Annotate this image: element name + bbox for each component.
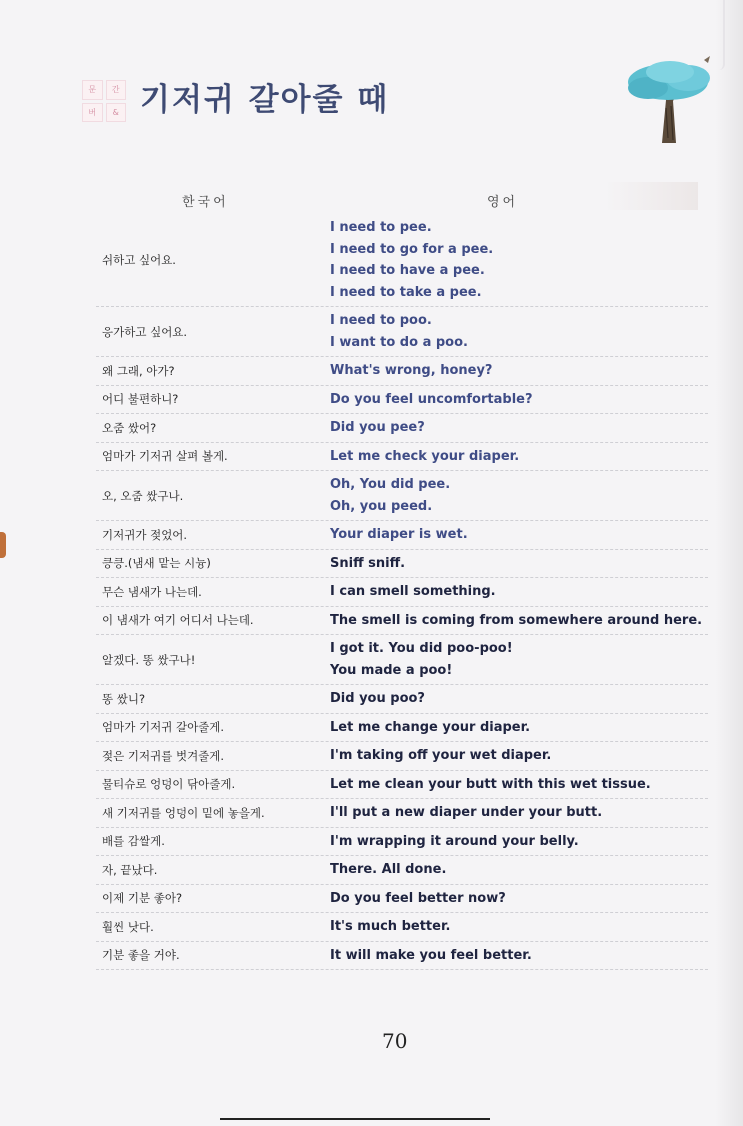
korean-phrase: 자, 끝났다. [102, 862, 158, 877]
english-phrase-line: There. All done. [330, 862, 447, 877]
korean-phrase: 무슨 냄새가 나는데. [102, 584, 202, 599]
chapter-icon-glyph: 버 [82, 103, 103, 123]
english-phrase-line: I can smell something. [330, 584, 496, 599]
english-phrase [330, 856, 708, 884]
table-row [96, 607, 708, 636]
korean-phrase: 쉬하고 싶어요. [102, 253, 176, 267]
english-phrase [330, 942, 708, 970]
korean-phrase: 어디 불편하니? [102, 392, 179, 407]
table-row [96, 414, 708, 443]
english-phrase-line: Let me change your diaper. [330, 719, 531, 735]
table-row [96, 828, 708, 857]
korean-phrase: 젖은 기저귀를 벗겨줄게. [102, 748, 225, 763]
english-phrase [330, 521, 708, 549]
korean-phrase: 새 기저귀를 엉덩이 밑에 놓을게. [102, 805, 265, 820]
english-phrase [330, 550, 708, 578]
korean-phrase: 알겠다. 똥 쌌구나! [102, 652, 196, 667]
english-phrase [330, 828, 708, 856]
english-phrase-line: Let me check your diaper. [330, 448, 520, 464]
english-phrase-line: Do you feel uncomfortable? [330, 391, 533, 407]
table-row [96, 742, 708, 771]
english-phrase-line: You made a poo! [330, 662, 453, 678]
english-phrase-line: It's much better. [330, 919, 451, 934]
korean-phrase: 왜 그래, 아가? [102, 363, 175, 378]
english-phrase-line: Do you feel better now? [330, 890, 506, 906]
english-phrase [330, 607, 708, 635]
tree-illustration [618, 48, 718, 148]
english-phrase-line: Did you poo? [330, 691, 425, 706]
column-header-korean: 한국어 [182, 195, 229, 210]
table-row [96, 386, 708, 415]
english-phrase [330, 885, 708, 913]
korean-phrase: 이 냄새가 여기 어디서 나는데. [102, 613, 254, 628]
korean-phrase: 똥 쌌니? [102, 691, 146, 706]
english-phrase-line: It will make you feel better. [330, 947, 532, 963]
english-phrase-line: What's wrong, honey? [330, 363, 493, 378]
english-phrase [330, 471, 708, 520]
english-phrase-line: I need to poo. [330, 313, 432, 328]
english-phrase [330, 357, 708, 385]
english-phrase [330, 443, 708, 471]
korean-phrase: 엄마가 기저귀 살펴 볼게. [102, 449, 228, 464]
korean-phrase: 기저귀가 젖었어. [102, 527, 188, 542]
english-phrase [330, 578, 708, 606]
page-number: 70 [382, 1029, 408, 1053]
chapter-icon-glyph: & [106, 103, 127, 123]
header-highlight-band [604, 182, 698, 210]
table-row [96, 913, 708, 942]
english-phrase-line: I'll put a new diaper under your butt. [330, 805, 603, 820]
korean-phrase: 물티슈로 엉덩이 닦아줄게. [102, 777, 236, 792]
english-phrase [330, 635, 708, 684]
chapter-icon-glyph: 간 [106, 80, 127, 100]
chapter-icon [82, 80, 126, 122]
korean-phrase: 이제 기분 좋아? [102, 891, 183, 906]
korean-phrase: 오, 오줌 쌌구나. [102, 488, 184, 503]
table-row [96, 443, 708, 472]
table-row [96, 214, 708, 307]
english-phrase [330, 799, 708, 827]
english-phrase [330, 771, 708, 799]
english-phrase-line: I got it. You did poo-poo! [330, 641, 513, 656]
table-row [96, 942, 708, 971]
table-row [96, 799, 708, 828]
table-row [96, 357, 708, 386]
korean-phrase: 킁킁.(냄새 맡는 시늉) [102, 556, 211, 571]
phrase-table [96, 214, 708, 970]
page-edge-shadow [715, 0, 743, 1126]
bottom-rule [220, 1118, 490, 1120]
english-phrase-line: I need to take a pee. [330, 284, 482, 300]
english-phrase-line: I'm taking off your wet diaper. [330, 748, 552, 763]
table-row [96, 714, 708, 743]
english-phrase-line: I need to have a pee. [330, 263, 485, 278]
table-row [96, 771, 708, 800]
english-phrase-line: I'm wrapping it around your belly. [330, 833, 579, 849]
english-phrase-line: Did you pee? [330, 420, 425, 435]
english-phrase-line: Sniff sniff. [330, 555, 406, 571]
english-phrase [330, 742, 708, 770]
korean-phrase: 응가하고 싶어요. [102, 324, 188, 339]
english-phrase-line: Let me clean your butt with this wet tissue. [330, 776, 651, 792]
english-phrase [330, 913, 708, 941]
korean-phrase: 엄마가 기저귀 갈아줄게. [102, 720, 225, 735]
english-phrase [330, 685, 708, 713]
english-phrase [330, 714, 708, 742]
korean-phrase: 기분 좋을 거야. [102, 948, 180, 963]
english-phrase [330, 386, 708, 414]
table-row [96, 635, 708, 685]
table-row [96, 307, 708, 357]
english-phrase-line: Your diaper is wet. [330, 527, 468, 542]
table-row [96, 685, 708, 714]
english-phrase-line: I want to do a poo. [330, 334, 468, 350]
page-title: 기저귀 갈아줄 때 [140, 82, 390, 118]
column-header-english: 영어 [487, 195, 519, 210]
table-row [96, 521, 708, 550]
chapter-icon-glyph: 문 [82, 80, 103, 100]
table-row [96, 550, 708, 579]
english-phrase [330, 214, 708, 306]
english-phrase-line: Oh, you peed. [330, 498, 433, 514]
korean-phrase: 오줌 쌌어? [102, 420, 157, 435]
english-phrase [330, 414, 708, 442]
table-row [96, 471, 708, 521]
english-phrase-line: I need to pee. [330, 220, 432, 235]
page-side-tab [0, 532, 6, 558]
english-phrase-line: The smell is coming from somewhere around here. [330, 612, 703, 628]
english-phrase-line: Oh, You did pee. [330, 477, 451, 492]
table-row [96, 885, 708, 914]
korean-phrase: 배를 감쌀게. [102, 834, 165, 849]
table-row [96, 856, 708, 885]
english-phrase-line: I need to go for a pee. [330, 241, 494, 257]
korean-phrase: 훨씬 낫다. [102, 919, 154, 934]
table-row [96, 578, 708, 607]
english-phrase [330, 307, 708, 356]
